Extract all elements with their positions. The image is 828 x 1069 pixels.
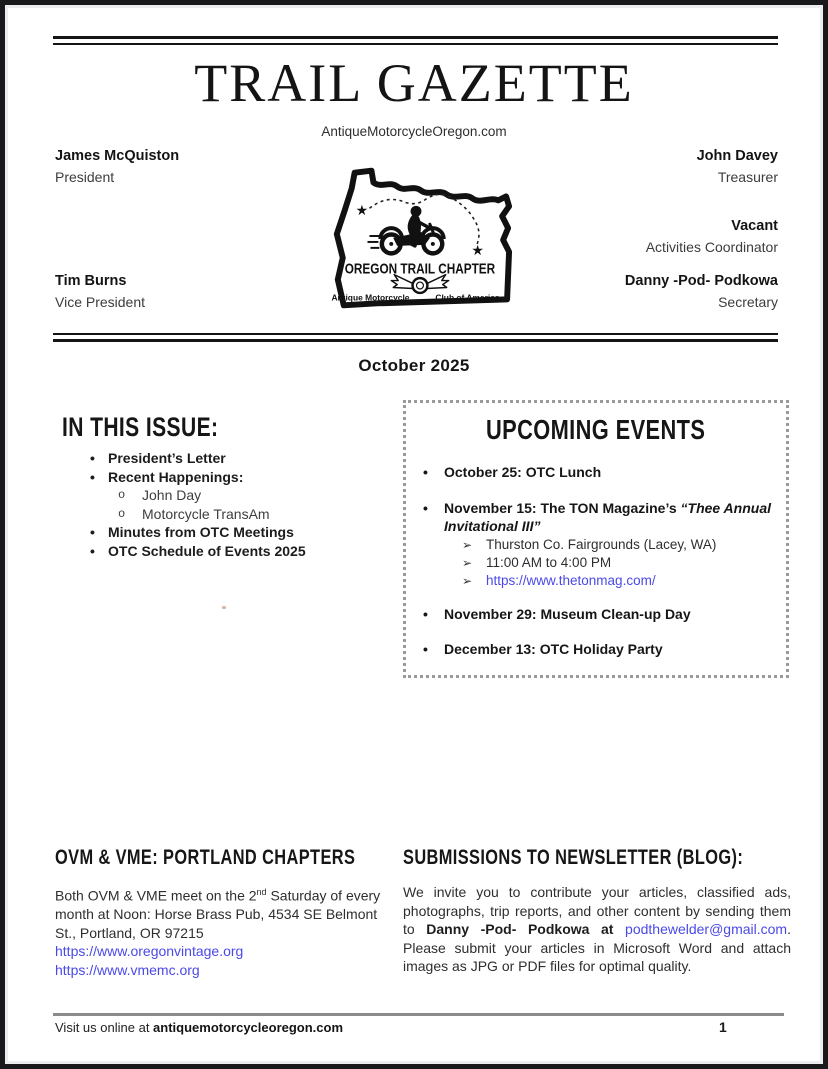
bullet-icon: • — [90, 468, 95, 485]
officer-role: Secretary — [718, 294, 778, 310]
portland-chapters-heading: OVM & VME: PORTLAND CHAPTERS — [55, 846, 356, 869]
officer-name: Danny -Pod- Podkowa — [624, 273, 778, 289]
event-subitem-label: Thurston Co. Fairgrounds (Lacey, WA) — [486, 536, 717, 552]
submissions-heading: SUBMISSIONS TO NEWSLETTER (BLOG): — [403, 846, 744, 869]
officer-activities-coordinator — [646, 216, 778, 258]
list-subitem — [62, 505, 392, 524]
org-name-left-text: Antique Motorcycle — [331, 292, 410, 303]
event-item — [406, 463, 786, 482]
issue-date: October 2025 — [358, 356, 470, 375]
officer-president — [55, 146, 179, 188]
list-item — [62, 449, 392, 468]
event-label: December 13: OTC Holiday Party — [444, 641, 663, 657]
bullet-icon: • — [423, 605, 428, 622]
website-url-text: AntiqueMotorcycleOregon.com — [321, 124, 507, 139]
vmemc-link[interactable]: https://www.vmemc.org — [55, 961, 200, 978]
event-subitem-label: 11:00 AM to 4:00 PM — [486, 554, 612, 570]
event-label: November 29: Museum Clean-up Day — [444, 605, 691, 622]
event-label: November 15: The TON Magazine’s “Thee Annual Invitational III” — [444, 499, 772, 534]
list-item-label: President’s Letter — [108, 450, 226, 466]
top-double-rule — [53, 36, 778, 45]
circle-bullet-icon: o — [118, 488, 126, 502]
officer-secretary — [625, 271, 778, 313]
bullet-icon: • — [423, 499, 428, 516]
list-item-label: Recent Happenings: — [108, 468, 244, 485]
submissions-body: We invite you to contribute your articles, classified ads, photographs, trip reports, and other content by sending them to Danny -Pod- Podkowa at podthewelder@gmail.com. Please submit your articles in Microsoft Word and attach images as JPG or PDF files for optimal quality. — [403, 884, 791, 974]
event-item — [406, 499, 786, 536]
officer-role: Treasurer — [717, 169, 778, 185]
in-this-issue-list — [62, 449, 392, 560]
in-this-issue-heading: IN THIS ISSUE: — [62, 412, 219, 442]
newsletter-page — [5, 5, 823, 1064]
newsletter-title: TRAIL GAZETTE — [194, 53, 634, 113]
chapter-name-text: OREGON TRAIL CHAPTER — [344, 261, 496, 278]
upcoming-events-heading: UPCOMING EVENTS — [486, 414, 706, 445]
chapter-logo — [318, 158, 516, 316]
circle-bullet-icon: o — [118, 506, 126, 521]
officer-role: Activities Coordinator — [645, 239, 778, 255]
list-item-label: Motorcycle TransAm — [142, 505, 270, 522]
officer-vice-president — [55, 271, 145, 313]
upcoming-events-box — [403, 400, 789, 678]
footer-text: Visit us online at antiquemotorcycleoregon.com — [55, 1020, 344, 1035]
arrow-bullet-icon: ➢ — [462, 573, 473, 588]
star-icon: ★ — [471, 241, 484, 258]
list-item-label: John Day — [142, 487, 202, 503]
event-subitem — [406, 554, 786, 572]
list-item — [62, 542, 392, 561]
stray-mark — [222, 606, 226, 609]
middle-double-rule — [53, 333, 778, 342]
arrow-bullet-icon: ➢ — [462, 555, 473, 570]
bullet-icon: • — [423, 464, 428, 480]
officer-name: Tim Burns — [55, 273, 127, 289]
event-subitem — [406, 572, 786, 590]
list-item — [62, 523, 392, 542]
footer-rule — [53, 1013, 784, 1016]
bullet-icon: • — [423, 641, 428, 657]
bullet-icon: • — [90, 450, 95, 466]
arrow-bullet-icon: ➢ — [462, 537, 473, 552]
officer-name: Vacant — [731, 218, 778, 234]
oregonvintage-link[interactable]: https://www.oregonvintage.org — [55, 943, 244, 960]
footer-domain: antiquemotorcycleoregon.com — [153, 1020, 344, 1035]
event-link[interactable]: https://www.thetonmag.com/ — [486, 572, 656, 588]
org-name-right-text: Club of America — [435, 292, 500, 303]
portland-chapters-section — [55, 846, 385, 979]
event-item — [406, 640, 786, 659]
officer-treasurer — [697, 146, 778, 188]
ordinal-superscript: nd — [256, 887, 267, 897]
star-icon: ★ — [355, 202, 369, 219]
list-item — [62, 468, 392, 487]
officer-role: Vice President — [55, 294, 146, 310]
contact-name-bold: Danny -Pod- Podkowa at — [426, 921, 626, 937]
list-subitem — [62, 486, 392, 505]
events-list — [406, 463, 786, 659]
bullet-icon: • — [90, 542, 95, 559]
list-item-label: OTC Schedule of Events 2025 — [108, 542, 306, 559]
event-label-italic: “Thee Annual Invitational III” — [444, 499, 772, 534]
event-item — [406, 605, 786, 624]
event-label: October 25: OTC Lunch — [444, 464, 602, 480]
event-subitem — [406, 536, 786, 554]
submissions-section — [403, 846, 791, 976]
portland-chapters-body: Both OVM & VME meet on the 2nd Saturday of every month at Noon: Horse Brass Pub, 4534 SE Belmont St., Portland, OR 97215 https://www.oregonvintage.org https://www.vmemc.org — [55, 887, 381, 978]
bullet-icon: • — [90, 524, 95, 540]
officer-name: John Davey — [696, 148, 778, 164]
email-link[interactable]: podthewelder@gmail.com — [625, 921, 788, 937]
officer-role: President — [55, 169, 115, 185]
oregon-outline-icon — [318, 158, 516, 316]
officer-name: James McQuiston — [55, 148, 180, 164]
page-number: 1 — [719, 1019, 727, 1035]
list-item-label: Minutes from OTC Meetings — [108, 524, 294, 540]
